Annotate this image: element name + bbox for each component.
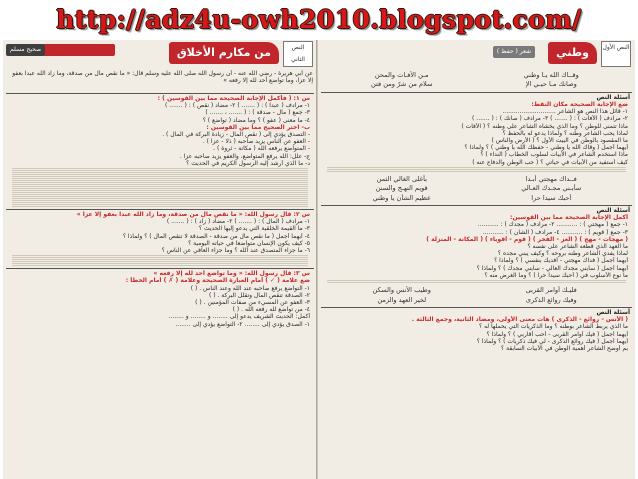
- divider: [327, 171, 626, 172]
- divider: [12, 202, 308, 203]
- divider: [12, 178, 308, 179]
- section-line: ٣- ما القيمة الخلقية التي يدعو إليها الحديث ؟: [198, 225, 310, 233]
- source-tag: صحيح مسلم: [6, 44, 45, 56]
- divider: [12, 265, 308, 266]
- right-page: [318, 40, 635, 479]
- poem-block-3: [318, 285, 635, 305]
- divider: [12, 257, 308, 258]
- section-line: ما العهد الذي قطعه الشاعر على نفسه ؟: [527, 243, 628, 251]
- section-line: ب- اختر الصحيح مما بين القوسين :: [206, 123, 310, 131]
- section-line: أيهما أجمل ( وقاك الله يا وطني - حفظك الله يا وطني ) ؟ ولماذا ؟: [464, 144, 628, 152]
- section-line: س ٢: قال رسول الله: « ما نقص مال من صدقة، وما زاد الله عبدا بعفو إلا عزا »: [76, 211, 310, 219]
- section-line: ٤- من تواضع لله رفعه الله . ( ): [232, 306, 310, 314]
- left-section-3: [6, 268, 314, 328]
- section-line: ١- مرادف ( المال ) : ( ....... ) ٢- مضاد ( زاد ) : ( ....... ): [166, 218, 310, 226]
- section-line: ٤- ما معنى ( عفو ) ؟ وما مضاد ( تواضع ) ؟: [202, 116, 310, 124]
- poem-verse: سأبـني مجـدك العـالي: [521, 184, 582, 193]
- section-line: لماذا يفدي الشاعر وطنه بروحه ؟ وكيف يبني مجده ؟: [497, 250, 628, 258]
- poem-verse: فــداك مهجتي أبـدا: [525, 174, 577, 183]
- poem-verse: فليـك أوامر القربى: [525, 286, 577, 295]
- section-line: ( مهجات - مهج ) ( العز - الفخر ) ( قوم - أقوياء ) ( المكانة - المنزلة ): [426, 235, 628, 243]
- section-line: أيهما أجمل ( فداك مهجتي - أفديك بنفسي ) ؟ ولماذا ؟: [494, 257, 628, 265]
- divider: [12, 192, 308, 193]
- lesson-number-badge: النص الأول: [601, 41, 631, 67]
- poem-verse: مـن الأفـات والمحن: [374, 71, 429, 79]
- section-line: ما الذي يربط الشاعر بوطنه ؟ وما الذكريات التي يحملها له ؟: [478, 323, 628, 331]
- divider: [12, 168, 308, 169]
- poem-verse: بأغلى الغالي الثمن: [376, 174, 427, 183]
- divider: [12, 172, 308, 173]
- lesson-title: وطني: [548, 42, 597, 64]
- section-line: أيهما أجمل ( فيك روائع الذكرى - لي فيك ذكريات ) ؟ ولماذا ؟: [476, 337, 628, 345]
- section-heading: أسئلة النص: [596, 308, 630, 316]
- section-line: ١- مرادف ( عبدا ) : ( ....... ) ٢- مضاد ( نقص ) : ( ....... ): [165, 102, 310, 110]
- section-line: بم أوضح الشاعر أهمية الوطن في الأبيات السابقة ؟: [501, 344, 628, 352]
- poem-verse: وفيك روائع الذكرى: [525, 295, 577, 304]
- poem-verse: وقــاك الله يـا وطني: [523, 71, 579, 79]
- section-line: ماذا تتمنى للوطن ؟ وما الذي يخشاه الشاعر على وطنه ؟ ( الأفات ): [461, 122, 628, 130]
- section-line: ١- قائل هذا النص هو الشاعر ............................: [502, 108, 628, 116]
- section-line: كيف أستفيد من الأبيات في حياتي ؟ ( حب الوطن والدفاع عنه ): [472, 158, 628, 166]
- divider: [12, 180, 308, 181]
- divider: [12, 184, 308, 185]
- section-line: ٣- جمع ( مال - صدقة ) : ( ....... ، ....... ): [205, 109, 310, 117]
- section-line: ( الأنس - روائع - الذكرى ) هات معنى الأولى، ومضاد الثانية، وجمع الثالثة .: [411, 316, 628, 324]
- divider: [12, 174, 308, 175]
- divider: [12, 196, 308, 197]
- hadith-text: عن أبي هريرة - رضي الله عنه - أن رسول الله صلى الله عليه وسلم قال: « ما نقص مال من صدقة، وما زاد الله عبدا بعفو إلا عزا، وما تواضع أحد لله إلا رفعه »: [12, 70, 313, 85]
- section-line: ج- علل: الله يرفع المتواضع، والعفو يزيد صاحبه عزا .: [179, 152, 310, 160]
- section-line: لماذا يحب الشاعر وطنه ؟ ولماذا يدعو له بالحفظ ؟: [502, 129, 628, 137]
- poem-verse: قويم النهـج والسنن: [375, 184, 428, 193]
- section-heading: أسئلة النص: [596, 93, 630, 101]
- right-section-3: [321, 307, 632, 352]
- section-line: ٤- أيهما أجمل ( ما نقص مال من صدقة - الصدقة لا تنقص المال ) ؟ ولماذا ؟: [122, 232, 310, 240]
- divider: [327, 280, 626, 281]
- poem-verse: وطيب الأنس والسكن: [372, 286, 431, 295]
- genre-tag: شعر ( حفظ ): [493, 46, 535, 58]
- right-page-header: [318, 40, 635, 70]
- divider: [12, 176, 308, 177]
- section-line: ٥- كيف يكون الإنسان متواضعا في حياته اليومية ؟: [188, 239, 310, 247]
- section-line: أكمل: الحديث الشريف يدعو إلى ........ و ........ و ........: [168, 313, 310, 321]
- divider: [12, 198, 308, 199]
- section-line: د- ما الذي أرشد إليه الرسول الكريم في الحديث ؟: [186, 159, 310, 167]
- left-page: [3, 40, 317, 479]
- divider: [12, 261, 308, 262]
- divider: [327, 167, 626, 168]
- section-line: ماذا استخدم الشاعر في الأبيات لسلوب الخطاب ( النداء ) ؟: [480, 151, 628, 159]
- divider: [12, 182, 308, 183]
- section-line: ٦- ما جزاء المتصدق عند الله ؟ وما جزاء العافي عن الناس ؟: [161, 247, 310, 255]
- divider: [12, 259, 308, 260]
- poem-verse: أحبك سيدا حرا: [531, 193, 572, 202]
- section-line: ما نوع الأسلوب في ( أحبك سيدا حرا ) ؟ وما الغرض منه ؟: [484, 271, 628, 279]
- section-line: ٢- مرادف ( الأفات ) : ( ....... ) ٣- مرادف ( صانك ) : ( ....... ): [472, 115, 628, 123]
- section-line: ١- التواضع يرفع صاحبه عند الله وعند الناس . ( ): [190, 284, 310, 292]
- lesson-number-badge: النص الثاني: [283, 41, 313, 67]
- divider: [12, 188, 308, 189]
- poem-block-2: [318, 174, 635, 203]
- divider: [12, 190, 308, 191]
- section-line: ١- جمع ( مهجتي ) : ........... ٢- مرادف ( مجدك ) : ...........: [477, 221, 628, 229]
- right-section-1: [321, 92, 632, 172]
- section-line: ضع علامة ( ✓ ) أمام العبارة الصحيحة وعلامة ( ✗ ) أمام الخطأ :: [125, 277, 310, 285]
- section-line: ٣- جمع ( قويم ) : ........... ٤- مرادف ( الشأن ) : ...........: [482, 228, 628, 236]
- poem-verse: لخير العهد والزمن: [377, 295, 427, 304]
- right-section-2: [321, 205, 632, 283]
- divider: [327, 169, 626, 170]
- section-line: - العفو عن الناس يزيد صاحبه ( ذلا - عزا ) .: [202, 138, 310, 146]
- left-section-2: [6, 209, 314, 266]
- section-heading: أسئلة النص: [596, 207, 630, 215]
- section-line: - المتواضع يرفعه الله ( مكانة - ثروة ) .: [213, 145, 310, 153]
- divider: [12, 170, 308, 171]
- poem-verse: وصانك مـا حيـي الإ: [525, 80, 577, 89]
- section-line: ما المقصود بالوطن في البيت الأول ؟ ( الأرض والناس ): [491, 137, 628, 145]
- poem-verse: عظيم الشأن يا وطني: [372, 193, 431, 202]
- section-line: أكمل الإجابة الصحيحة مما بين القوسين:: [510, 214, 628, 222]
- poem-block-1: [318, 70, 635, 90]
- section-line: - التصدق يؤدي إلى ( نقص المال - زيادة البركة في المال ) .: [162, 131, 310, 139]
- genre-tag: حديث شريف ( حفظ ): [43, 44, 115, 56]
- divider: [12, 263, 308, 264]
- divider: [12, 204, 308, 205]
- divider: [327, 282, 626, 283]
- section-line: ٣- العفو عن المسيء من صفات المؤمنين . ( ): [195, 299, 310, 307]
- section-line: أيهما أجمل ( سأبني مجدك العالي - سأبني مجدك ) ؟ ولماذا ؟: [476, 264, 628, 272]
- lesson-title: من مكارم الأخلاق: [169, 42, 279, 64]
- section-line: س ١: ( فأكمل الإجابة الصحيحة مما بين القوسين ) :: [157, 95, 310, 102]
- left-page-header: [3, 40, 317, 70]
- section-line: س ٣: قال رسول الله: « وما تواضع أحد لله إلا رفعه »: [153, 270, 310, 278]
- section-line: ٢- الصدقة تنقص المال وتقلل البركة . ( ): [208, 291, 310, 299]
- divider: [12, 194, 308, 195]
- left-section-1: [6, 93, 314, 207]
- url-banner: http://adz4u-owh2010.blogspot.com/: [56, 5, 582, 34]
- section-line: أيهما أجمل ( فيك أوامر القربى - أحب أقاربي ) ؟ ولماذا ؟: [486, 330, 628, 338]
- section-line: ضع الإجابة الصحيحة مكان النقط:: [531, 101, 628, 109]
- divider: [12, 206, 308, 207]
- section-line: ١- الصدق يؤدي إلى ........ ٢- التواضع يؤدي إلى ........: [175, 320, 310, 328]
- poem-verse: سلام من شرّ ومن فتن: [370, 80, 433, 89]
- divider: [12, 200, 308, 201]
- divider: [12, 255, 308, 256]
- divider: [12, 186, 308, 187]
